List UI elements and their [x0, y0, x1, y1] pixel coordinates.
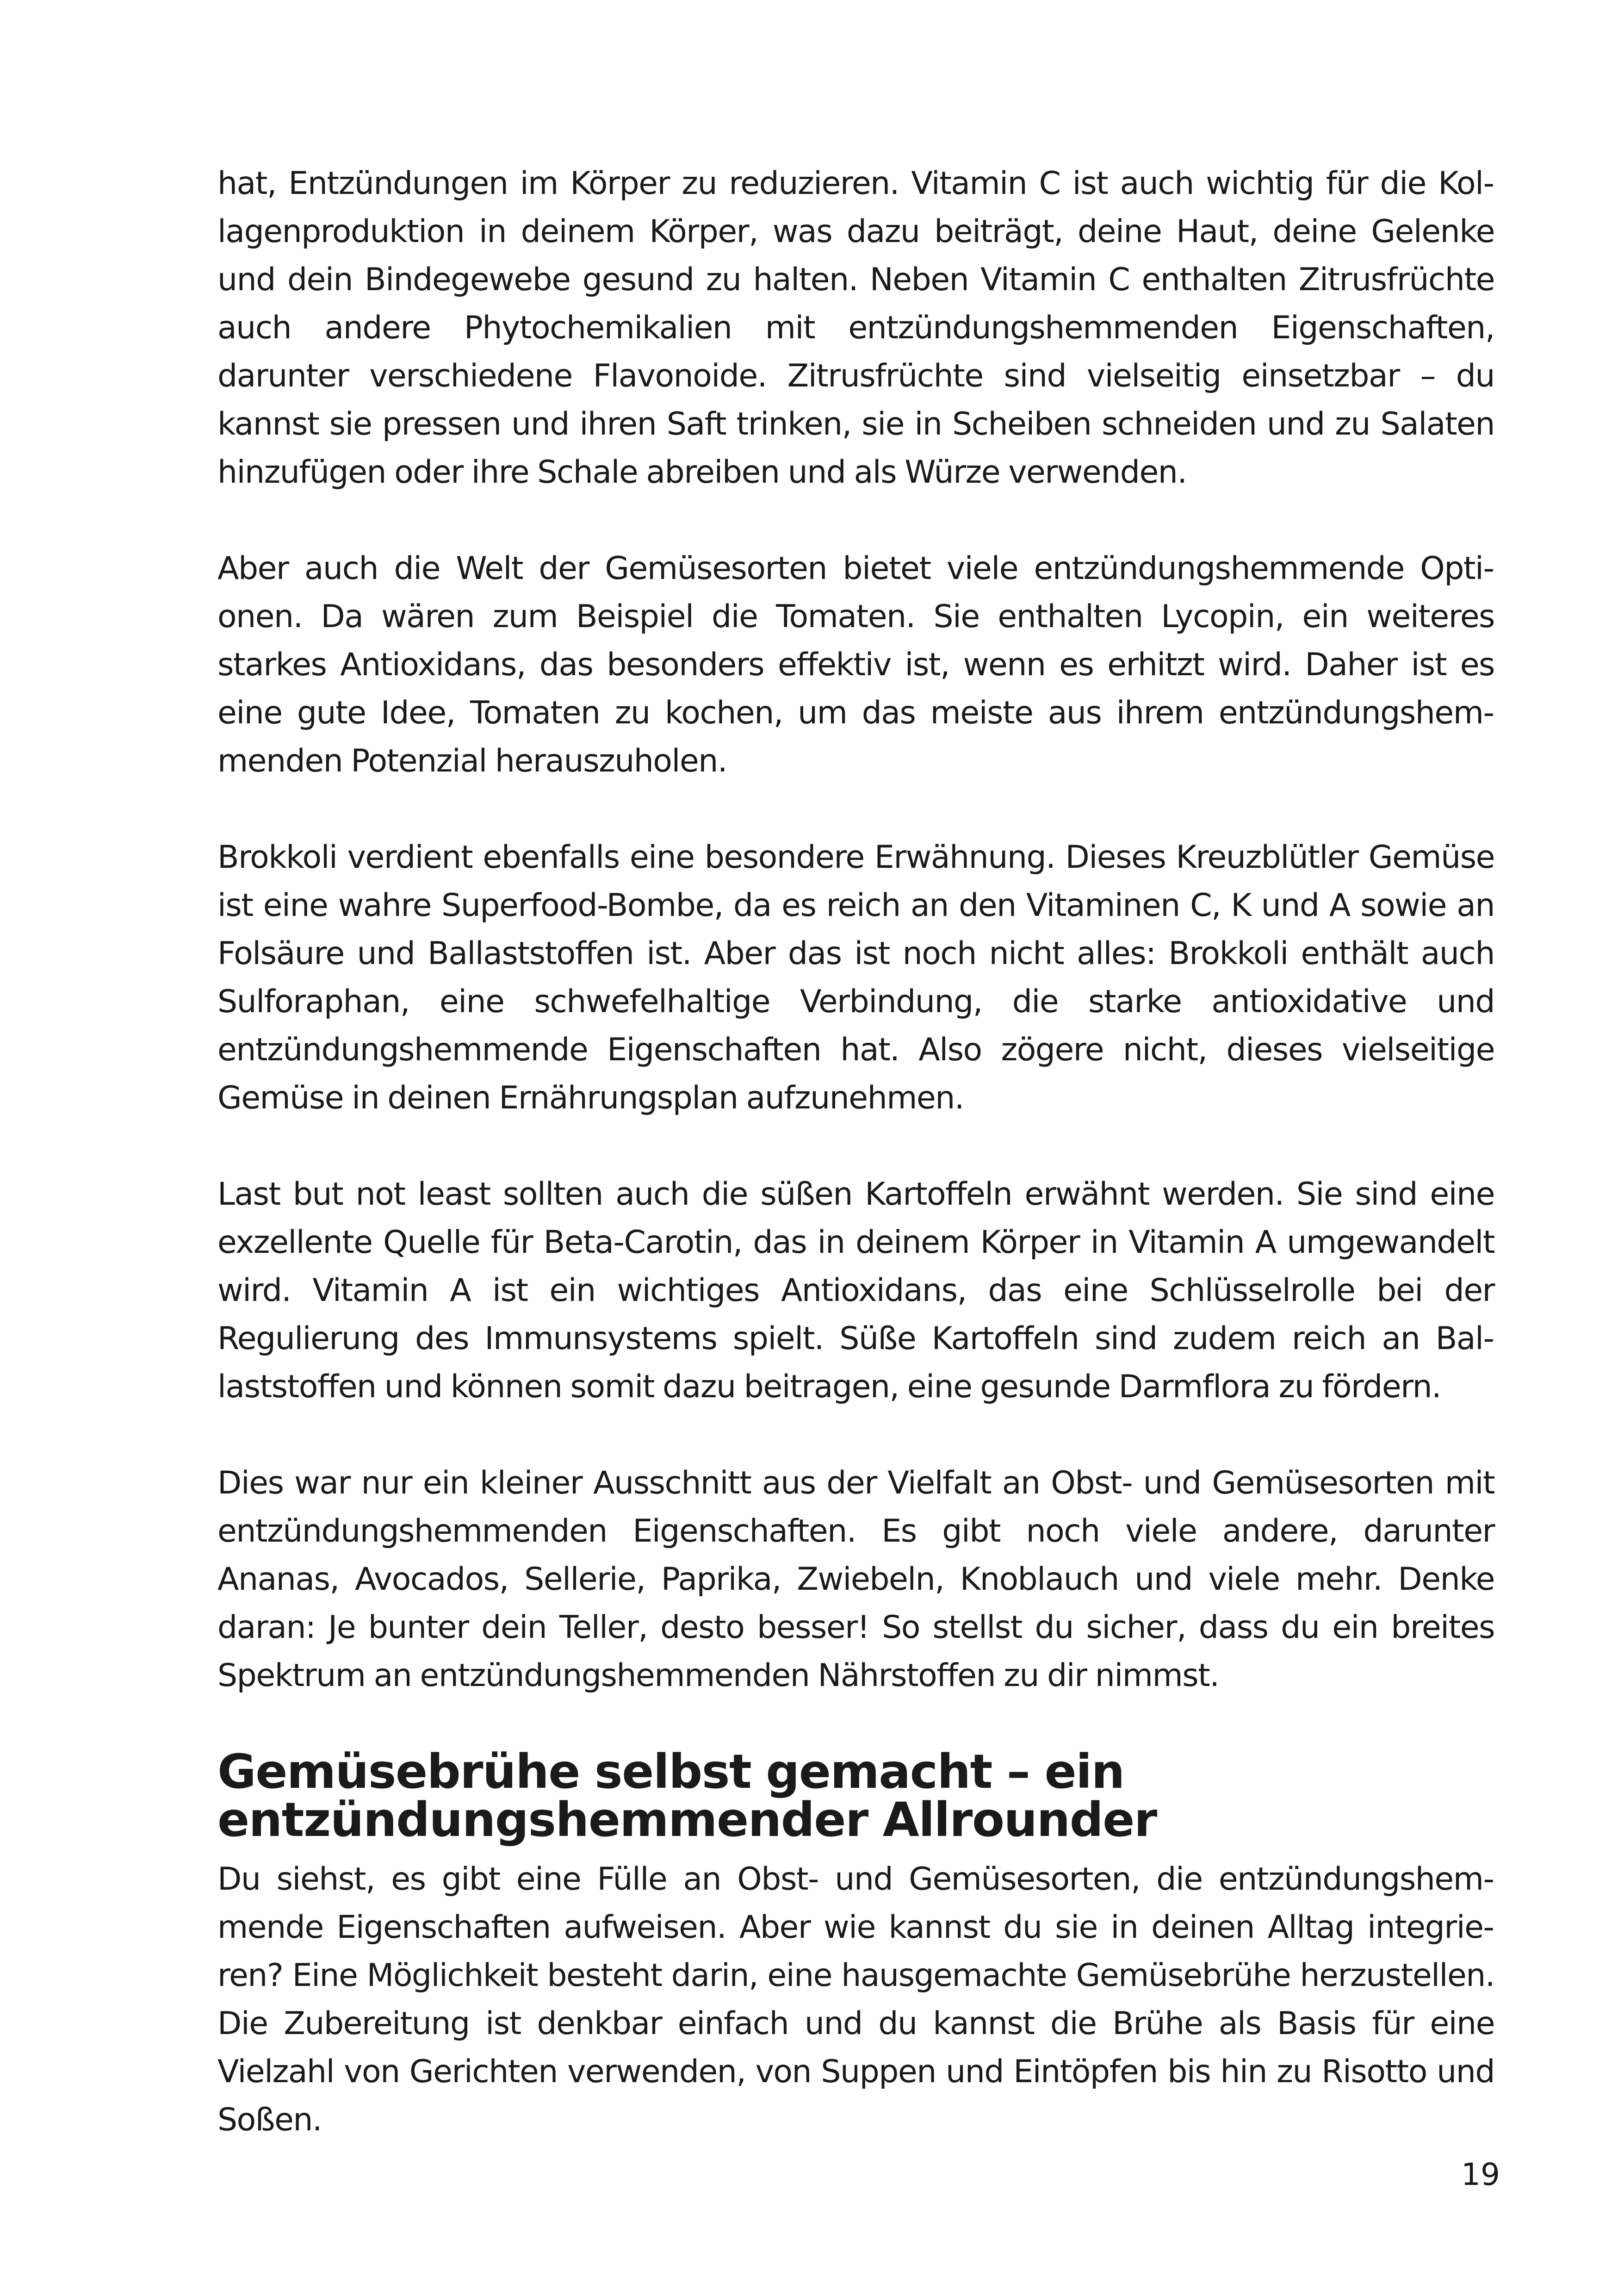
paragraph-broccoli: Brokkoli verdient ebenfalls eine besondere Erwähnung. Dieses Kreuzblütler Gemüse ist eine wahre Superfood-Bombe, da es reich an den Vitaminen C, K und A sowie an Folsäure und Ballaststoffen ist. Aber das ist noch nicht alles: Brokkoli enthält auch Sulforaphan, eine schwefelhaltige Verbindung, die starke antioxidative und entzündungshemmende Eigenschaften hat. Also zögere nicht, dieses vielseitige Gemüse in deinen Ernährungsplan aufzunehmen. — [217, 839, 1494, 1116]
section-heading: Gemüsebrühe selbst gemacht – ein entzündungshemmender Allrounder — [217, 1744, 1157, 1848]
paragraph-sweet-potatoes: Last but not least sollten auch die süßen Kartoffeln erwähnt werden. Sie sind eine exzellente Quelle für Beta-Carotin, das in deinem Körper in Vitamin A umgewandelt wird. Vitamin A ist ein wichtiges Antioxidans, das eine Schlüsselrolle bei der Regulierung des Immunsystems spielt. Süße Kartoffeln sind zudem reich an Ballaststoffen und können somit dazu beitragen, eine gesunde Darmflora zu fördern. — [217, 1176, 1494, 1405]
paragraph-tomatoes: Aber auch die Welt der Gemüsesorten bietet viele entzündungshemmende Optionen. Da wären zum Beispiel die Tomaten. Sie enthalten Lycopin, ein weiteres starkes Antioxidans, das besonders effektiv ist, wenn es erhitzt wird. Daher ist es eine gute Idee, Tomaten zu kochen, um das meiste aus ihrem entzündungshemmenden Potenzial herauszuholen. — [217, 550, 1494, 779]
body-text — [217, 160, 1494, 2144]
page-number: 19 — [1461, 2157, 1500, 2192]
paragraph-variety: Dies war nur ein kleiner Ausschnitt aus der Vielfalt an Obst- und Gemüsesorten mit entzündungshemmenden Eigenschaften. Es gibt noch viele andere, darunter Ananas, Avocados, Sellerie, Paprika, Zwiebeln, Knoblauch und viele mehr. Denke daran: Je bunter dein Teller, desto besser! So stellst du sicher, dass du ein breites Spektrum an entzündungshemmenden Nährstoffen zu dir nimmst. — [217, 1465, 1494, 1694]
paragraph-citrus: hat, Entzündungen im Körper zu reduzieren. Vitamin C ist auch wichtig für die Kollagenproduktion in deinem Körper, was dazu beiträgt, deine Haut, deine Gelenke und dein Bindegewebe gesund zu halten. Neben Vitamin C enthalten Zitrusfrüchte auch andere Phytochemikalien mit entzündungshemmenden Eigenschaften, darunter verschiedene Flavonoide. Zitrusfrüchte sind vielseitig einsetzbar – du kannst sie pressen und ihren Saft trinken, sie in Scheiben schneiden und zu Salaten hinzufügen oder ihre Schale abreiben und als Würze verwenden. — [217, 165, 1494, 491]
paragraph-vegetable-broth: Du siehst, es gibt eine Fülle an Obst- und Gemüsesorten, die entzündungshemmende Eigenschaften aufweisen. Aber wie kannst du sie in deinen Alltag integrieren? Eine Möglichkeit besteht darin, eine hausgemachte Gemüsebrühe herzustellen. Die Zubereitung ist denkbar einfach und du kannst die Brühe als Basis für eine Vielzahl von Gerichten verwenden, von Suppen und Eintöpfen bis hin zu Risotto und Soßen. — [217, 1861, 1494, 2138]
